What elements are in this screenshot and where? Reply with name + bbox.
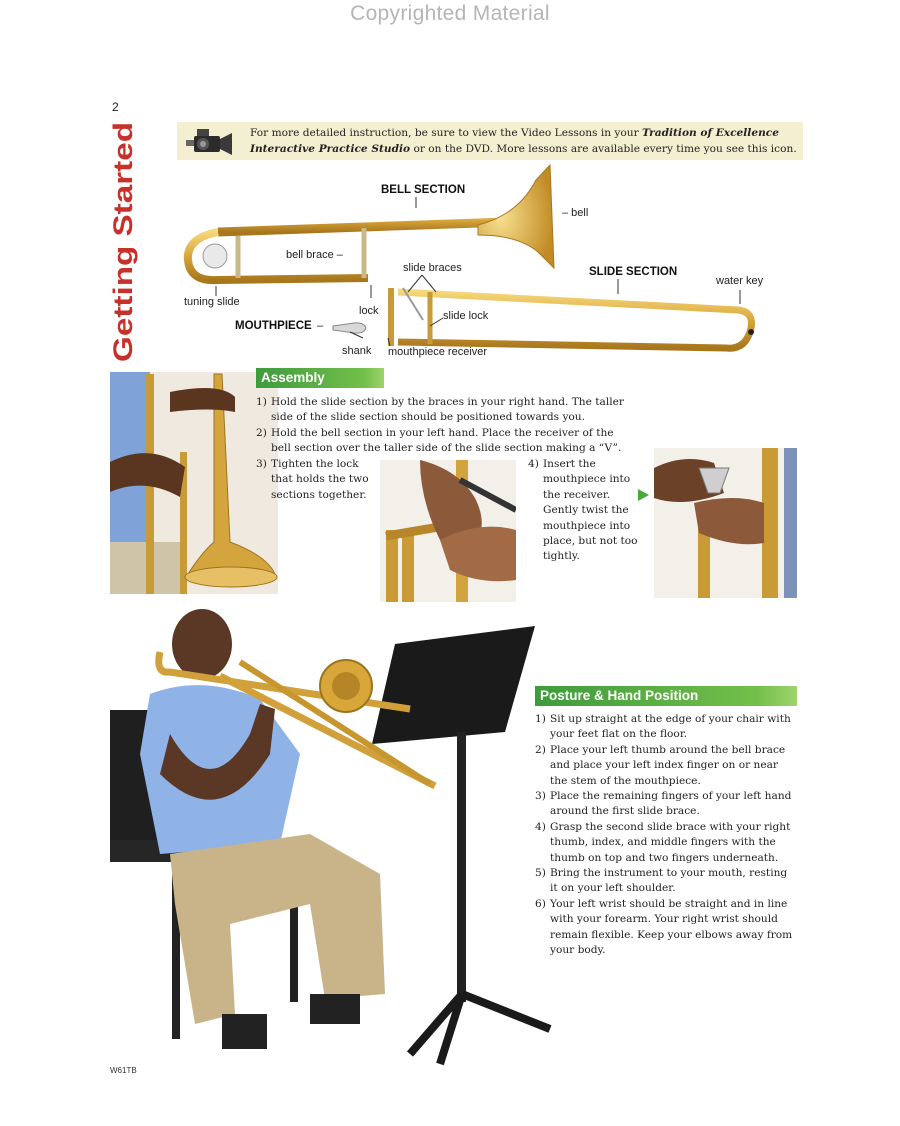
water-key: [748, 329, 754, 335]
label-slide-lock: slide lock: [443, 310, 489, 322]
mouthpiece: [333, 323, 366, 333]
posture-photo: [110, 604, 555, 1066]
assembly-header: Assembly: [256, 368, 384, 388]
label-slide-section: SLIDE SECTION: [589, 266, 678, 278]
trombone-diagram: [178, 160, 778, 370]
posture-step-4: 4) Grasp the second slide brace with your right thumb, index, and middle fingers with the thumb on top and two fingers underneath.: [535, 820, 791, 864]
label-mouthpiece-receiver: mouthpiece receiver: [388, 346, 488, 358]
section-title-text: Getting Started: [108, 166, 138, 362]
page-number: 2: [112, 100, 119, 114]
arrow-icon: [638, 489, 649, 501]
assembly-step-2: 2) Hold the bell section in your left hand. Place the receiver of the bell section over the taller side of the slide section making a “V”.: [256, 427, 622, 455]
label-bell: – bell: [562, 207, 589, 219]
assembly-photo-mouthpiece: [654, 448, 797, 598]
video-camera-icon: [184, 124, 238, 158]
assembly-photo-holding: [110, 372, 278, 594]
assembly-step-1: 1) Hold the slide section by the braces in your right hand. The taller side of the slide section should be positioned towards you.: [256, 396, 624, 424]
posture-steps: [535, 712, 797, 959]
label-tuning-slide: tuning slide: [184, 296, 240, 308]
label-mouthpiece-dash: –: [317, 320, 324, 332]
video-note-text: For more detailed instruction, be sure to view the Video Lessons in your Tradition of Excellence Interactive Practice Studio or on the DVD. More lessons are available every time you see this icon.: [250, 127, 797, 155]
assembly-step-4: 4) Insert the mouthpiece into the receiver. Gently twist the mouthpiece into place, but not too tightly.: [528, 458, 638, 563]
label-lock: lock: [359, 305, 379, 317]
bell: [478, 165, 554, 268]
label-mouthpiece: MOUTHPIECE: [235, 320, 312, 332]
label-bell-section: BELL SECTION: [381, 184, 466, 196]
watermark: Copyrighted Material: [350, 2, 550, 25]
label-water-key: water key: [716, 275, 764, 287]
posture-step-5: 5) Bring the instrument to your mouth, resting it on your left shoulder.: [535, 867, 788, 895]
label-shank: shank: [342, 345, 372, 357]
label-slide-braces: slide braces: [403, 262, 462, 274]
posture-step-6: 6) Your left wrist should be straight and in line with your forearm. Your right wrist should remain flexible. Keep your elbows away from your body.: [535, 897, 793, 957]
assembly-photo-lock: [380, 460, 516, 602]
label-bell-brace: bell brace –: [286, 249, 343, 261]
section-title: [102, 120, 142, 365]
posture-step-2: 2) Place your left thumb around the bell brace and place your left index finger on or near the stem of the mouthpiece.: [535, 743, 786, 787]
posture-header: Posture & Hand Position: [535, 686, 797, 706]
assembly-step-3: 3) Tighten the lock that holds the two sections together.: [256, 458, 369, 501]
posture-step-3: 3) Place the remaining fingers of your left hand around the first slide brace.: [535, 790, 792, 818]
counterweight: [203, 244, 227, 268]
footer-code: W61TB: [110, 1066, 137, 1075]
posture-step-1: 1) Sit up straight at the edge of your chair with your feet flat on the floor.: [535, 713, 791, 741]
